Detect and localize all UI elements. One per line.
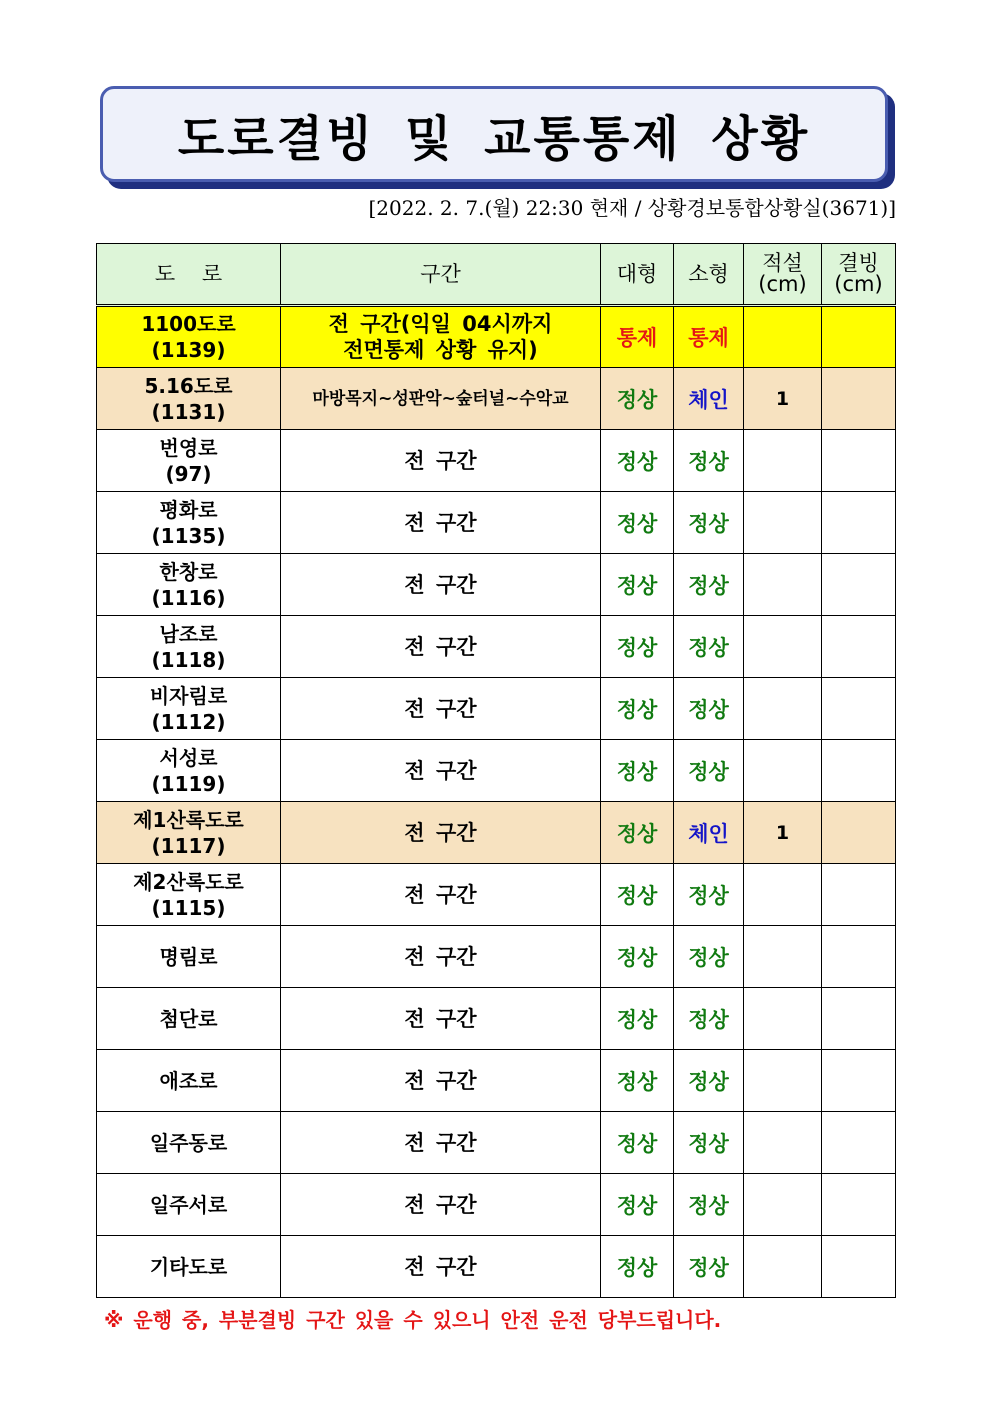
snow-cm-cell [744, 988, 822, 1050]
road-name: 남조로 [159, 621, 218, 646]
road-code: (1118) [151, 647, 226, 672]
section-cell [281, 306, 601, 368]
road-code: (1119) [151, 771, 226, 796]
ice-label: 결빙 [838, 251, 879, 275]
road-name: 애조로 [159, 1068, 218, 1093]
section-cell [281, 554, 601, 616]
section-text: 전 구간 [404, 696, 477, 721]
table-row [97, 492, 896, 554]
section-text: 전 구간 [404, 1130, 477, 1155]
large-vehicle-status: 통제 [601, 306, 674, 368]
page-title: 도로결빙 및 교통통제 상황 [177, 110, 811, 167]
small-vehicle-status: 통제 [674, 306, 744, 368]
ice-cm-cell [822, 368, 896, 430]
section-text: 전 구간 [404, 944, 477, 969]
road-name: 일주서로 [149, 1192, 228, 1217]
table-row [97, 306, 896, 368]
small-vehicle-status: 정상 [674, 678, 744, 740]
column-header-road: 도 로 [97, 244, 281, 306]
road-cell [97, 678, 281, 740]
section-cell [281, 864, 601, 926]
road-cell [97, 430, 281, 492]
snow-cm-cell [744, 306, 822, 368]
table-row [97, 554, 896, 616]
column-header-snow [744, 244, 822, 306]
snow-cm-cell [744, 1050, 822, 1112]
table-row [97, 988, 896, 1050]
section-text: 전 구간 [404, 510, 477, 535]
road-name: 번영로 [159, 435, 218, 460]
road-cell [97, 554, 281, 616]
small-vehicle-status: 정상 [674, 1236, 744, 1298]
road-cell [97, 1174, 281, 1236]
road-cell [97, 864, 281, 926]
snow-cm-cell: 1 [744, 368, 822, 430]
ice-unit: (cm) [834, 272, 883, 296]
snow-cm-cell [744, 616, 822, 678]
large-vehicle-status: 정상 [601, 616, 674, 678]
large-vehicle-status: 정상 [601, 1174, 674, 1236]
column-header-large: 대형 [601, 244, 674, 306]
road-name: 1100도로 [141, 312, 236, 336]
snow-cm-cell [744, 492, 822, 554]
snow-cm-cell [744, 926, 822, 988]
table-header-row [97, 244, 896, 306]
road-name: 제2산록도로 [133, 869, 244, 894]
section-text: 전 구간 [404, 1254, 477, 1279]
road-name: 기타도로 [149, 1254, 228, 1279]
section-cell [281, 1236, 601, 1298]
section-text: 전 구간 [404, 758, 477, 783]
road-name: 한창로 [159, 559, 218, 584]
snow-cm-cell [744, 1236, 822, 1298]
table-body [97, 306, 896, 1298]
small-vehicle-status: 정상 [674, 988, 744, 1050]
road-cell [97, 368, 281, 430]
table-row [97, 1050, 896, 1112]
table-row [97, 430, 896, 492]
section-cell [281, 1050, 601, 1112]
large-vehicle-status: 정상 [601, 1112, 674, 1174]
snow-label: 적설 [762, 251, 803, 275]
section-text: 전 구간 [404, 1006, 477, 1031]
ice-cm-cell [822, 1112, 896, 1174]
section-cell [281, 802, 601, 864]
road-name: 5.16도로 [144, 373, 233, 398]
snow-cm-cell [744, 740, 822, 802]
report-timestamp: [2022. 2. 7.(월) 22:30 현재 / 상황경보통합상황실(3671)] [368, 196, 896, 220]
road-cell [97, 926, 281, 988]
section-cell [281, 988, 601, 1050]
road-code: (97) [165, 461, 212, 486]
table-row [97, 1236, 896, 1298]
large-vehicle-status: 정상 [601, 740, 674, 802]
ice-cm-cell [822, 306, 896, 368]
snow-cm-cell [744, 1174, 822, 1236]
road-cell [97, 616, 281, 678]
section-cell [281, 430, 601, 492]
small-vehicle-status: 체인 [674, 802, 744, 864]
snow-cm-cell [744, 678, 822, 740]
table-row [97, 678, 896, 740]
large-vehicle-status: 정상 [601, 802, 674, 864]
table-row [97, 926, 896, 988]
small-vehicle-status: 정상 [674, 1112, 744, 1174]
road-code: (1135) [151, 523, 226, 548]
table-row [97, 740, 896, 802]
snow-cm-cell: 1 [744, 802, 822, 864]
snow-cm-cell [744, 554, 822, 616]
ice-cm-cell [822, 678, 896, 740]
road-code: (1117) [151, 833, 226, 858]
table-row [97, 368, 896, 430]
section-text: 전 구간 [404, 572, 477, 597]
section-text: 전 구간 [404, 1068, 477, 1093]
table-row [97, 864, 896, 926]
snow-cm-cell [744, 430, 822, 492]
small-vehicle-status: 정상 [674, 740, 744, 802]
ice-cm-cell [822, 864, 896, 926]
ice-cm-cell [822, 926, 896, 988]
road-cell [97, 306, 281, 368]
road-cell [97, 802, 281, 864]
road-status-table [96, 243, 896, 1298]
small-vehicle-status: 정상 [674, 492, 744, 554]
road-code: (1131) [151, 399, 226, 424]
small-vehicle-status: 정상 [674, 926, 744, 988]
road-code: (1139) [151, 338, 226, 362]
road-name: 첨단로 [159, 1006, 218, 1031]
road-cell [97, 492, 281, 554]
section-text: 마방목지~성판악~숲터널~수악교 [312, 388, 569, 409]
snow-unit: (cm) [758, 272, 807, 296]
section-cell [281, 1112, 601, 1174]
table-row [97, 1112, 896, 1174]
ice-cm-cell [822, 430, 896, 492]
section-cell [281, 368, 601, 430]
large-vehicle-status: 정상 [601, 430, 674, 492]
ice-cm-cell [822, 1050, 896, 1112]
large-vehicle-status: 정상 [601, 678, 674, 740]
table-row [97, 616, 896, 678]
small-vehicle-status: 정상 [674, 430, 744, 492]
section-text: 전 구간 [404, 634, 477, 659]
road-cell [97, 1236, 281, 1298]
snow-cm-cell [744, 864, 822, 926]
road-name: 서성로 [159, 745, 218, 770]
large-vehicle-status: 정상 [601, 988, 674, 1050]
road-name: 명림로 [159, 944, 218, 969]
ice-cm-cell [822, 616, 896, 678]
road-cell [97, 740, 281, 802]
large-vehicle-status: 정상 [601, 492, 674, 554]
section-text: 전 구간(익일 04시까지 [328, 312, 553, 336]
road-name: 비자림로 [149, 683, 228, 708]
snow-cm-cell [744, 1112, 822, 1174]
table-row [97, 1174, 896, 1236]
large-vehicle-status: 정상 [601, 926, 674, 988]
road-cell [97, 988, 281, 1050]
ice-cm-cell [822, 492, 896, 554]
small-vehicle-status: 정상 [674, 864, 744, 926]
large-vehicle-status: 정상 [601, 1236, 674, 1298]
small-vehicle-status: 체인 [674, 368, 744, 430]
section-text: 전 구간 [404, 1192, 477, 1217]
ice-cm-cell [822, 802, 896, 864]
section-cell [281, 1174, 601, 1236]
ice-cm-cell [822, 740, 896, 802]
section-text: 전 구간 [404, 882, 477, 907]
ice-cm-cell [822, 554, 896, 616]
section-text: 전 구간 [404, 448, 477, 473]
road-code: (1115) [151, 895, 226, 920]
small-vehicle-status: 정상 [674, 1050, 744, 1112]
section-cell [281, 616, 601, 678]
large-vehicle-status: 정상 [601, 864, 674, 926]
road-cell [97, 1112, 281, 1174]
column-header-ice [822, 244, 896, 306]
ice-cm-cell [822, 988, 896, 1050]
road-name: 평화로 [159, 497, 218, 522]
section-text-2: 전면통제 상황 유지) [343, 338, 538, 362]
title-banner [100, 86, 888, 182]
large-vehicle-status: 정상 [601, 554, 674, 616]
section-cell [281, 492, 601, 554]
section-text: 전 구간 [404, 820, 477, 845]
road-name: 일주동로 [149, 1130, 228, 1155]
ice-cm-cell [822, 1236, 896, 1298]
road-code: (1112) [151, 709, 226, 734]
section-cell [281, 678, 601, 740]
safety-notice: ※ 운행 중, 부분결빙 구간 있을 수 있으니 안전 운전 당부드립니다. [104, 1308, 722, 1332]
section-cell [281, 740, 601, 802]
section-cell [281, 926, 601, 988]
road-name: 제1산록도로 [133, 807, 244, 832]
small-vehicle-status: 정상 [674, 1174, 744, 1236]
large-vehicle-status: 정상 [601, 368, 674, 430]
road-cell [97, 1050, 281, 1112]
small-vehicle-status: 정상 [674, 554, 744, 616]
column-header-small: 소형 [674, 244, 744, 306]
large-vehicle-status: 정상 [601, 1050, 674, 1112]
column-header-section: 구간 [281, 244, 601, 306]
table-row [97, 802, 896, 864]
small-vehicle-status: 정상 [674, 616, 744, 678]
road-code: (1116) [151, 585, 226, 610]
ice-cm-cell [822, 1174, 896, 1236]
